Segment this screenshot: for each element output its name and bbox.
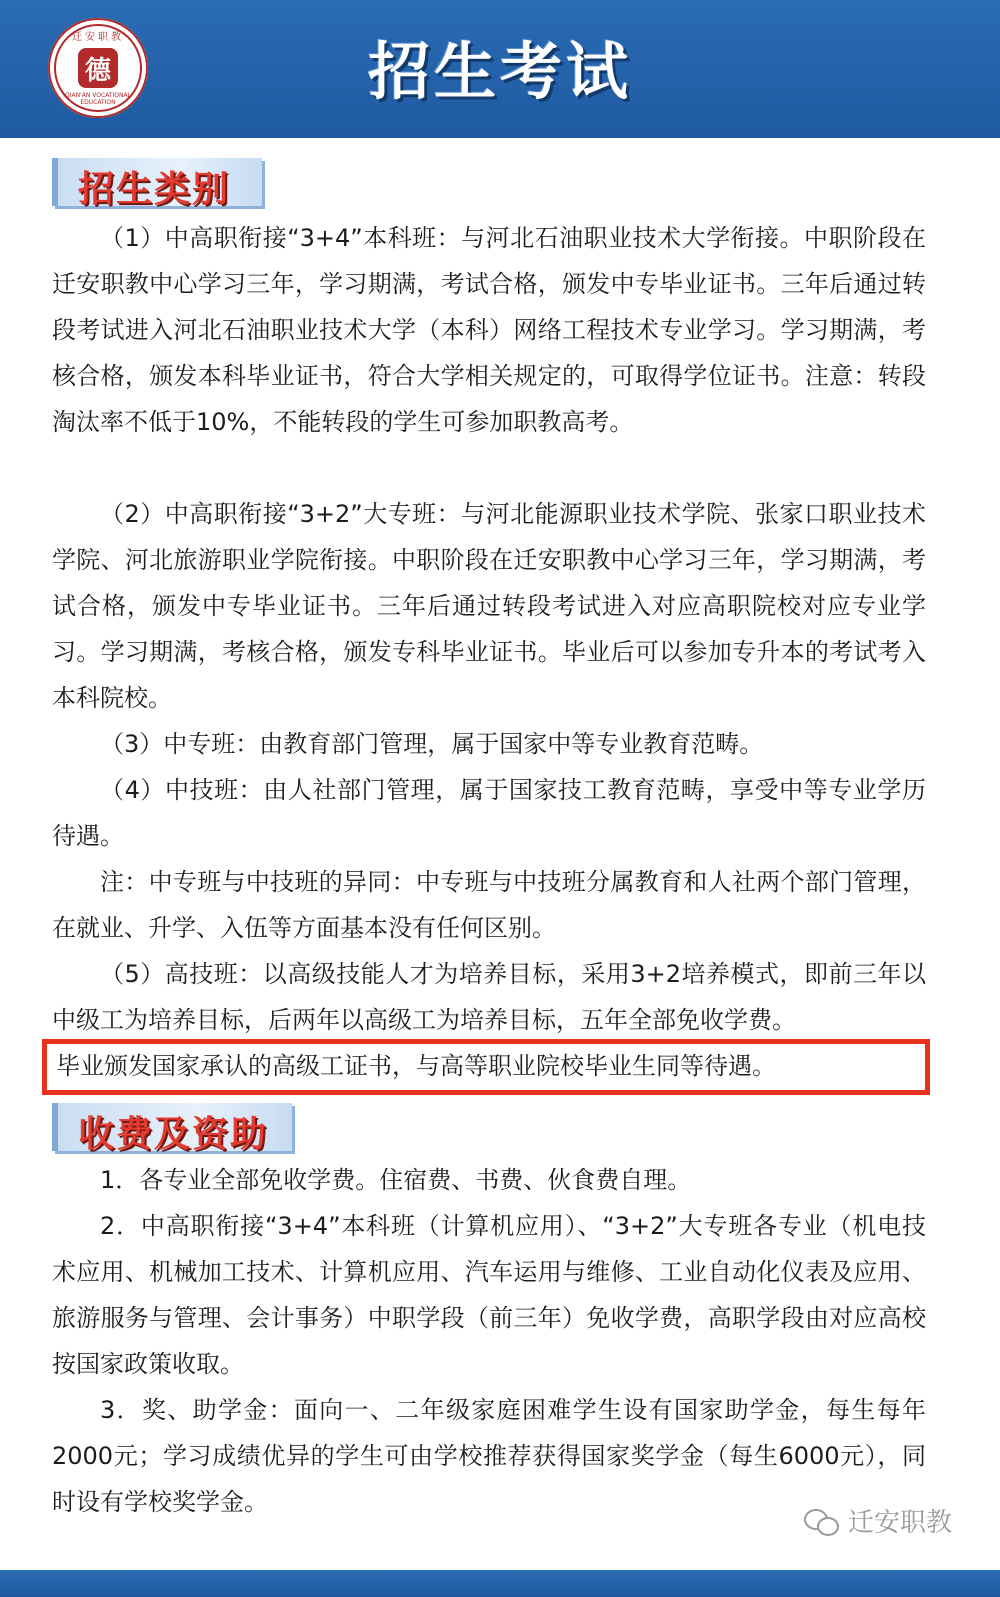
logo-center-glyph: 德	[78, 48, 118, 88]
paragraph-3plus4: （1）中高职衔接“3+4”本科班：与河北石油职业技术大学衔接。中职阶段在迁安职教中心学习三年，学习期满，考试合格，颁发中专毕业证书。三年后通过转段考试进入河北石油职业技术大学（本科）网络工程技术专业学习。学习期满，考核合格，颁发本科毕业证书，符合大学相关规定的，可取得学位证书。注意：转段淘汰率不低于10%，不能转段的学生可参加职教高考。	[52, 224, 926, 436]
paragraph-3plus2: （2）中高职衔接“3+2”大专班：与河北能源职业技术学院、张家口职业技术学院、河北旅游职业学院衔接。中职阶段在迁安职教中心学习三年，学习期满，考试合格，颁发中专毕业证书。三年后通过转段考试进入对应高职院校对应专业学习。学习期满，考核合格，颁发专科毕业证书。毕业后可以参加专升本的考试考入本科院校。	[52, 500, 926, 712]
section-heading-text: 招生类别	[78, 169, 231, 210]
paragraph-note: 注：中专班与中技班的异同：中专班与中技班分属教育和人社两个部门管理，在就业、升学、入伍等方面基本没有任何区别。	[52, 868, 926, 942]
section-heading-text: 收费及资助	[78, 1114, 269, 1155]
section-heading-fees	[52, 1103, 292, 1155]
footer-bar	[0, 1570, 1000, 1597]
wechat-icon	[804, 1507, 840, 1535]
fee-item-3: 3．奖、助学金：面向一、二年级家庭困难学生设有国家助学金，每生每年2000元；学习成绩优异的学生可由学校推荐获得国家奖学金（每生6000元），同时设有学校奖学金。	[52, 1396, 926, 1516]
header-banner	[0, 0, 1000, 138]
logo-bottom-text: QIAN'AN VOCATIONAL EDUCATION	[65, 92, 131, 106]
fee-item-1: 1．各专业全部免收学费。住宿费、书费、伙食费自理。	[100, 1166, 692, 1194]
page-title: 招生考试	[367, 35, 632, 108]
paragraph-zhongzhuan: （3）中专班：由教育部门管理，属于国家中等专业教育范畴。	[100, 730, 764, 758]
logo-top-text: 迁安职教	[72, 32, 124, 43]
fee-item-2: 2．中高职衔接“3+4”本科班（计算机应用）、“3+2”大专班各专业（机电技术应用、机械加工技术、计算机应用、汽车运用与维修、工业自动化仪表及应用、旅游服务与管理、会计事务）中职学段（前三年）免收学费，高职学段由对应高校按国家政策收取。	[52, 1212, 926, 1378]
watermark-text: 迁安职教	[847, 1508, 952, 1538]
paragraph-zhongji: （4）中技班：由人社部门管理，属于国家技工教育范畴，享受中等专业学历待遇。	[52, 776, 926, 850]
section-heading-enrollment	[52, 158, 262, 210]
highlighted-sentence: 毕业颁发国家承认的高级工证书，与高等职业院校毕业生同等待遇。	[56, 1052, 776, 1080]
wechat-watermark	[804, 1502, 952, 1539]
paragraph-gaoji: （5）高技班：以高级技能人才为培养目标，采用3+2培养模式，即前三年以中级工为培养目标，后两年以高级工为培养目标，五年全部免收学费。	[52, 960, 926, 1034]
